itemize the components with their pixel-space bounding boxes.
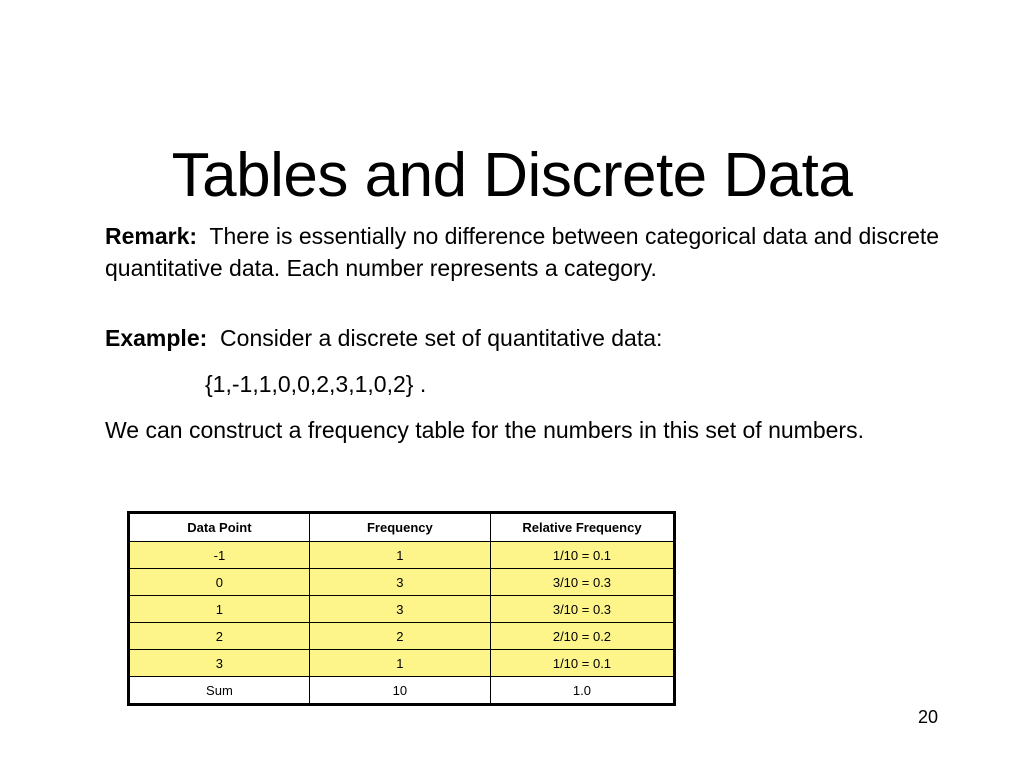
- cell-data-point: 2: [129, 623, 310, 650]
- remark-paragraph: [105, 220, 955, 284]
- table-header-row: [129, 513, 675, 542]
- frequency-table: [127, 511, 676, 706]
- table-row: [129, 542, 675, 569]
- table-sum-row: [129, 677, 675, 705]
- slide-title: Tables and Discrete Data: [171, 140, 853, 210]
- table-row: [129, 623, 675, 650]
- cell-relative-frequency: 1/10 = 0.1: [490, 542, 674, 569]
- cell-data-point: 1: [129, 596, 310, 623]
- table-row: [129, 569, 675, 596]
- cell-frequency: 2: [309, 623, 490, 650]
- cell-data-point: 0: [129, 569, 310, 596]
- construct-paragraph: We can construct a frequency table for the numbers in this set of numbers.: [105, 417, 864, 443]
- page-number: 20: [917, 707, 938, 727]
- cell-relative-frequency: 3/10 = 0.3: [490, 596, 674, 623]
- header-relative-frequency: Relative Frequency: [490, 513, 674, 542]
- cell-data-point: -1: [129, 542, 310, 569]
- example-text: Consider a discrete set of quantitative data:: [220, 325, 663, 351]
- cell-sum-relative-frequency: 1.0: [490, 677, 674, 705]
- cell-frequency: 1: [309, 542, 490, 569]
- data-set: {1,-1,1,0,0,2,3,1,0,2} .: [205, 371, 427, 397]
- header-frequency: Frequency: [309, 513, 490, 542]
- cell-relative-frequency: 3/10 = 0.3: [490, 569, 674, 596]
- header-data-point: Data Point: [129, 513, 310, 542]
- remark-label: Remark:: [105, 223, 198, 249]
- cell-frequency: 3: [309, 569, 490, 596]
- remark-text: There is essentially no difference between categorical data and discrete quantitative data. Each number represents a category.: [105, 223, 940, 281]
- cell-sum-frequency: 10: [309, 677, 490, 705]
- example-label: Example:: [105, 325, 208, 351]
- table-row: [129, 650, 675, 677]
- cell-data-point: 3: [129, 650, 310, 677]
- cell-sum-label: Sum: [129, 677, 310, 705]
- cell-frequency: 3: [309, 596, 490, 623]
- cell-relative-frequency: 2/10 = 0.2: [490, 623, 674, 650]
- cell-relative-frequency: 1/10 = 0.1: [490, 650, 674, 677]
- table-row: [129, 596, 675, 623]
- example-paragraph: [105, 322, 955, 354]
- cell-frequency: 1: [309, 650, 490, 677]
